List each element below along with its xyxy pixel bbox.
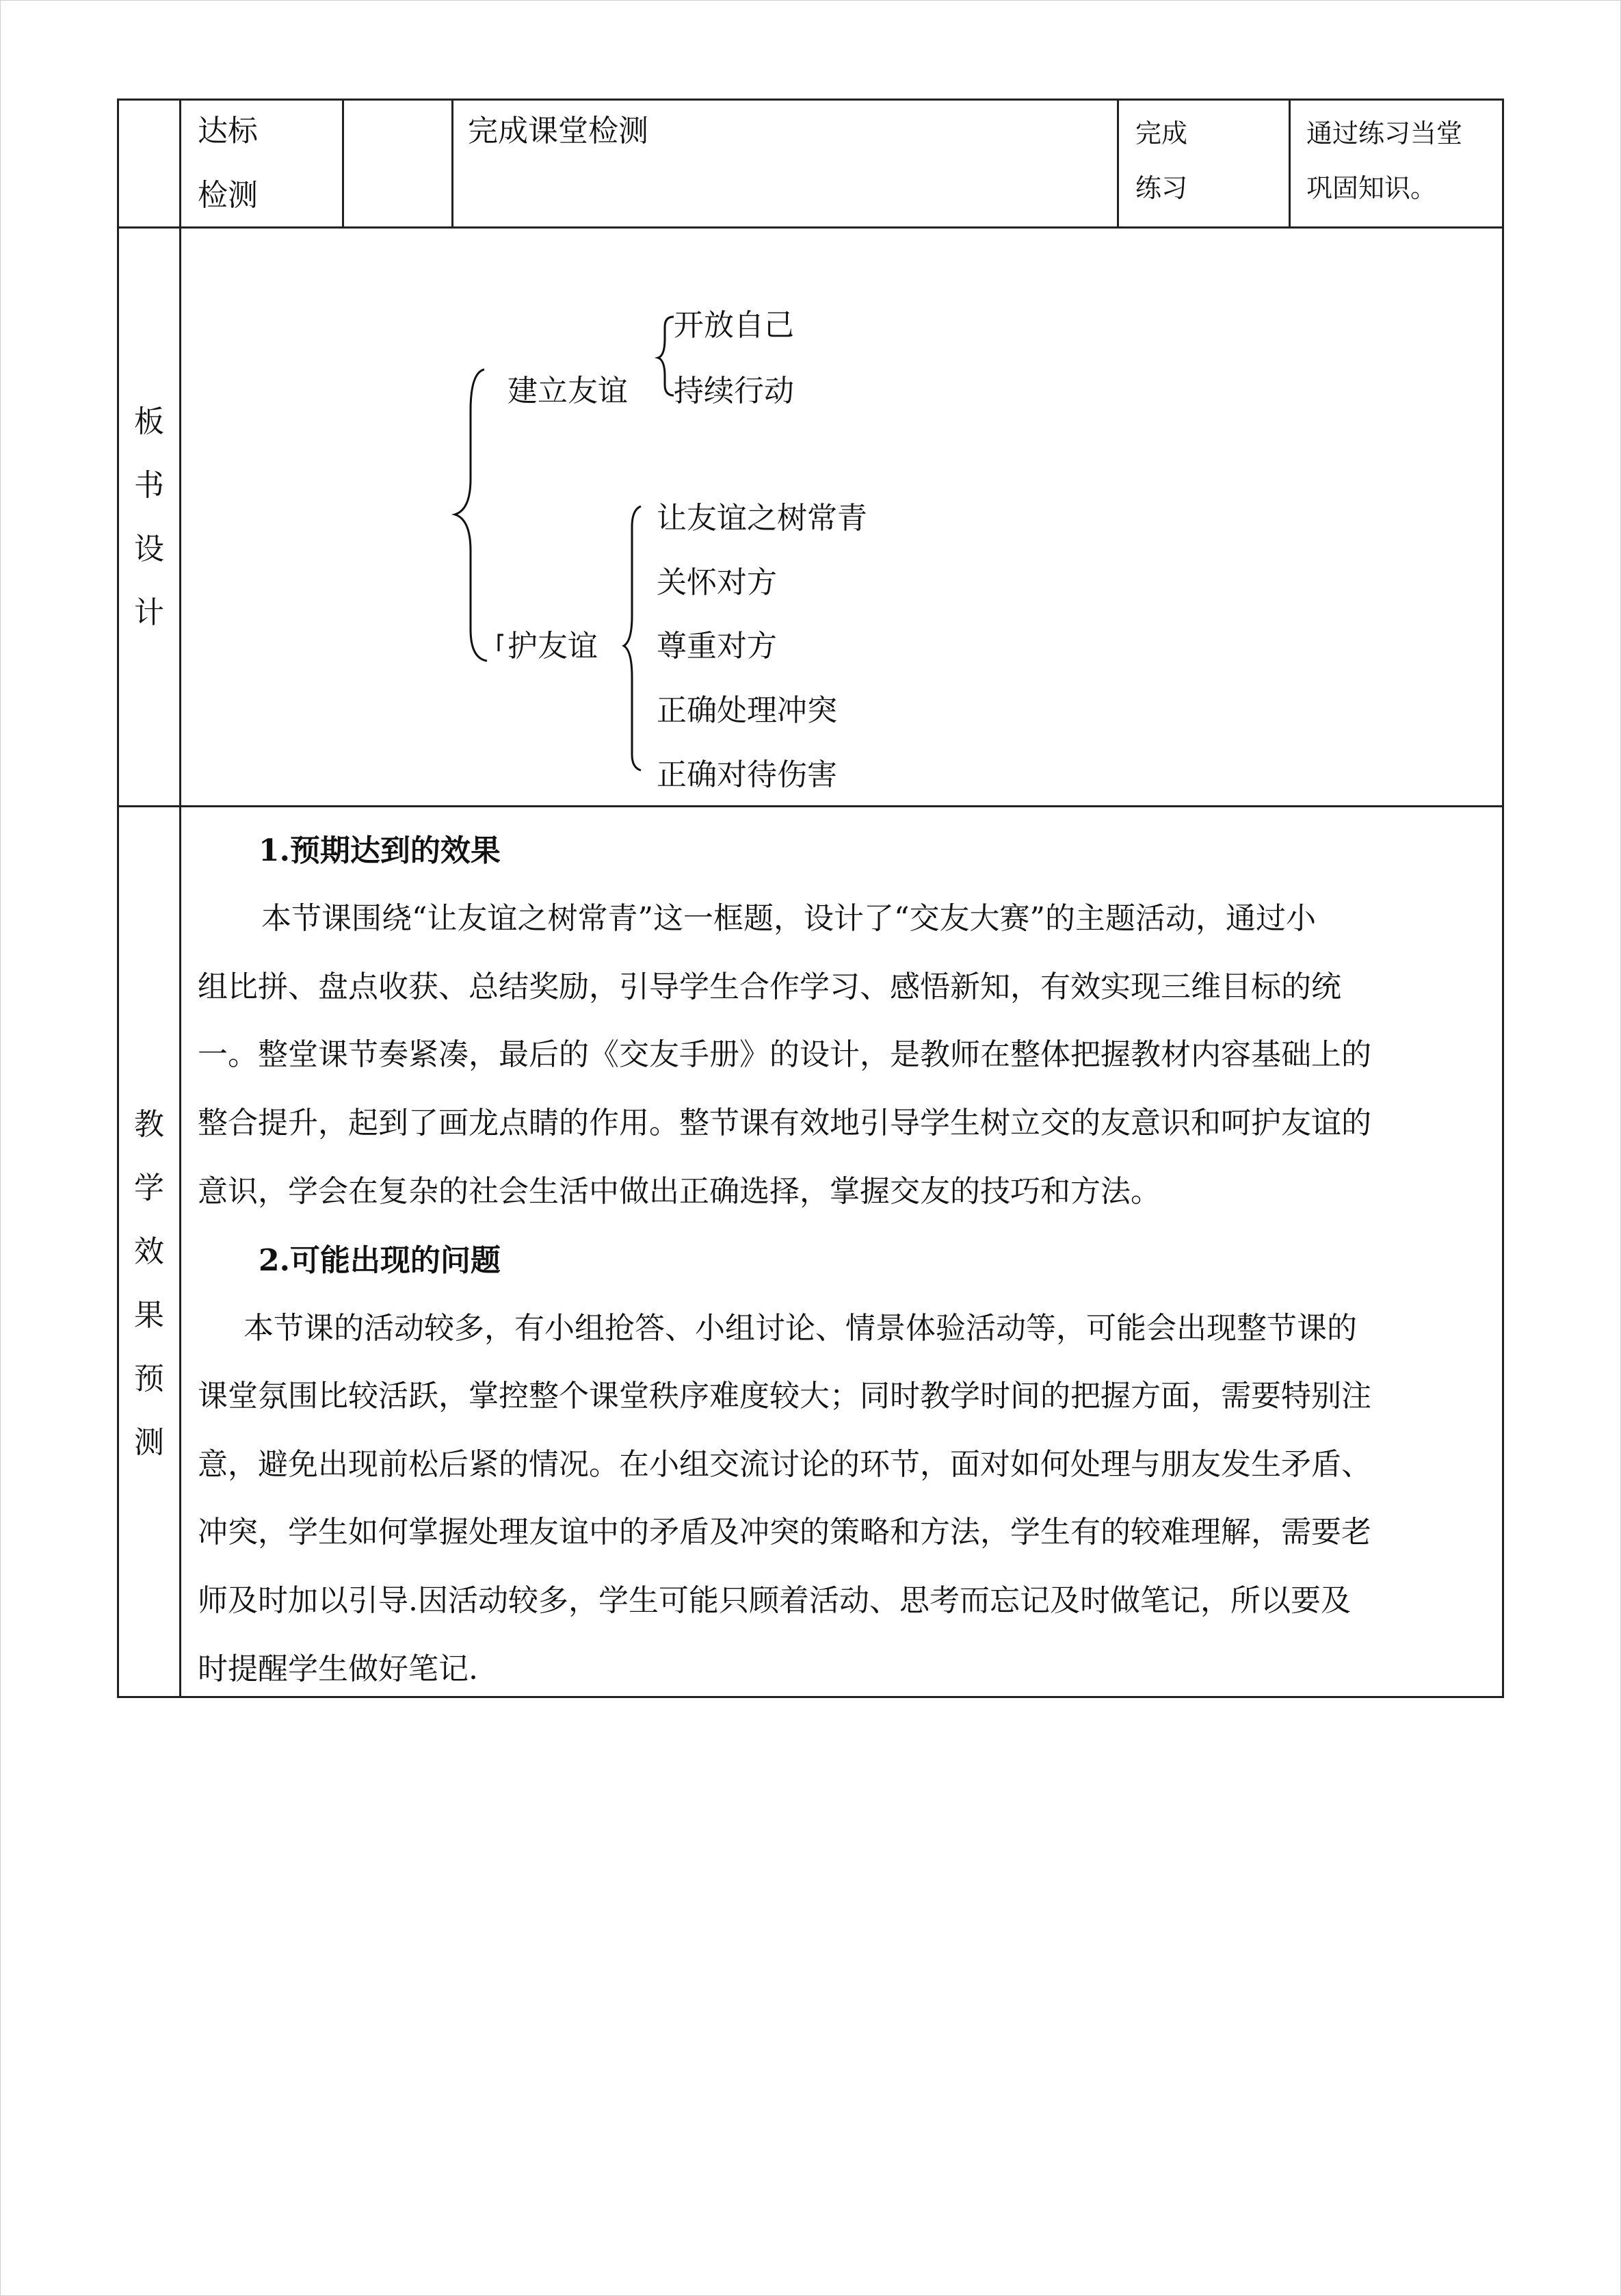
effect-label-char: 果 <box>134 1298 164 1333</box>
paragraph-line: 本节课围绕“让友谊之树常青”这一框题，设计了“交友大赛”的主题活动，通过小 <box>261 901 1316 936</box>
paragraph-line: 组比拼、盘点收获、总结奖励，引导学生合作学习、感悟新知，有效实现三维目标的统 <box>198 969 1341 1004</box>
student-activity-line2: 练习 <box>1135 173 1188 203</box>
protect-brace <box>624 506 641 770</box>
paragraph-line: 时提醒学生做好笔记. <box>198 1652 478 1686</box>
stage-label-line2: 检测 <box>198 178 258 213</box>
paragraph-line: 整合提升，起到了画龙点睛的作用。整节课有效地引导学生树立交的友意识和呵护友谊的 <box>198 1106 1371 1140</box>
board-label-char: 设 <box>134 532 164 566</box>
design-intent-line1: 通过练习当堂 <box>1306 118 1463 148</box>
effect-label-char: 教 <box>134 1107 164 1142</box>
protect-item: 正确处理冲突 <box>657 693 837 728</box>
paragraph-line: 意识，学会在复杂的社会生活中做出正确选择，掌握交友的技巧和方法。 <box>198 1174 1161 1209</box>
protect-small-mark <box>499 635 503 651</box>
section-heading-problems: 2.可能出现的问题 <box>259 1243 501 1278</box>
design-intent-line2: 巩固知识。 <box>1306 173 1437 203</box>
main-brace <box>455 369 487 661</box>
stage-label-line1: 达标 <box>198 114 258 148</box>
board-label-char: 书 <box>134 468 164 503</box>
build-item: 开放自己 <box>674 308 794 343</box>
paragraph-line: 本节课的活动较多，有小组抢答、小组讨论、情景体验活动等，可能会出现整节课的 <box>243 1311 1357 1346</box>
student-activity-line1: 完成 <box>1135 118 1188 148</box>
board-label-char: 计 <box>134 595 164 630</box>
activity-text: 完成课堂检测 <box>468 114 648 148</box>
paragraph-line: 冲突，学生如何掌握处理友谊中的矛盾及冲突的策略和方法，学生有的较难理解，需要老 <box>198 1515 1371 1550</box>
protect-item: 正确对待伤害 <box>657 757 837 792</box>
section-heading-expected: 1.预期达到的效果 <box>259 833 501 868</box>
protect-item: 关怀对方 <box>657 565 777 600</box>
protect-item: 让友谊之树常青 <box>657 501 867 536</box>
paragraph-line: 师及时加以引导.因活动较多，学生可能只顾着活动、思考而忘记及时做笔记，所以要及 <box>198 1583 1351 1618</box>
paragraph-line: 一。整堂课节奏紧凑，最后的《交友手册》的设计，是教师在整体把握教材内容基础上的 <box>198 1037 1371 1072</box>
build-brace <box>658 317 674 395</box>
branch-build-title: 建立友谊 <box>508 374 628 408</box>
effect-forecast-label <box>129 1093 170 1474</box>
effect-label-char: 学 <box>134 1171 164 1205</box>
board-label-char: 板 <box>134 404 164 439</box>
branch-protect-title: 护友谊 <box>508 629 598 664</box>
effect-label-char: 预 <box>134 1361 164 1396</box>
effect-label-char: 测 <box>134 1425 164 1460</box>
protect-item: 尊重对方 <box>657 629 777 664</box>
paragraph-line: 课堂氛围比较活跃，掌控整个课堂秩序难度较大；同时教学时间的把握方面，需要特别注 <box>198 1379 1371 1413</box>
paragraph-line: 意，避免出现前松后紧的情况。在小组交流讨论的环节，面对如何处理与朋友发生矛盾、 <box>198 1447 1371 1482</box>
build-item: 持续行动 <box>674 374 794 408</box>
effect-label-char: 效 <box>134 1234 164 1269</box>
